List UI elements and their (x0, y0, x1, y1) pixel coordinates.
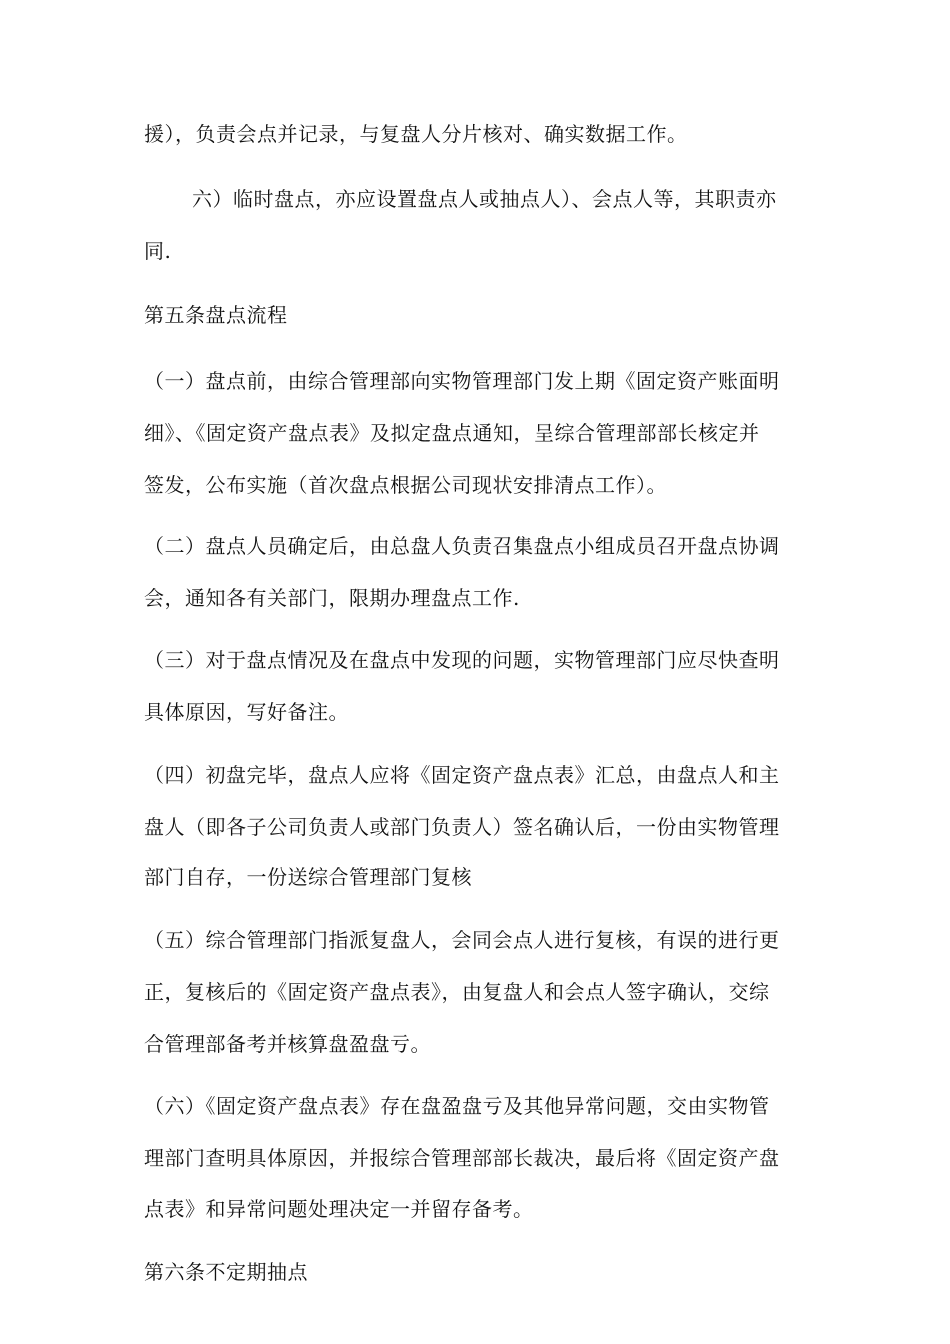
text-line: 理部门查明具体原因，并报综合管理部部长裁决，最后将《固定资产盘 (144, 1146, 780, 1170)
text-line: 会，通知各有关部门，限期办理盘点工作. (144, 586, 520, 610)
text-line: 细》、《固定资产盘点表》及拟定盘点通知，呈综合管理部部长核定并 (144, 421, 760, 445)
text-line: （一）盘点前，由综合管理部向实物管理部门发上期《固定资产账面明 (144, 369, 780, 393)
text-line: 盘人（即各子公司负责人或部门负责人）签名确认后，一份由实物管理 (144, 815, 780, 839)
text-line: （三）对于盘点情况及在盘点中发现的问题，实物管理部门应尽快查明 (144, 648, 780, 672)
text-line: （五）综合管理部门指派复盘人，会同会点人进行复核，有误的进行更 (144, 928, 780, 952)
text-line: （二）盘点人员确定后，由总盘人负责召集盘点小组成员召开盘点协调 (144, 534, 780, 558)
text-line: 六）临时盘点，亦应设置盘点人或抽点人）、会点人等，其职责亦 (192, 187, 777, 211)
text-line: 部门自存，一份送综合管理部门复核 (144, 865, 472, 889)
text-line: 具体原因，写好备注。 (144, 700, 349, 724)
text-line: 点表》和异常问题处理决定一并留存备考。 (144, 1197, 534, 1221)
text-line: 同. (144, 239, 172, 263)
text-line: （四）初盘完毕，盘点人应将《固定资产盘点表》汇总，由盘点人和主 (144, 763, 780, 787)
section-heading: 第六条不定期抽点 (144, 1260, 308, 1284)
text-line: 签发，公布实施（首次盘点根据公司现状安排清点工作）。 (144, 473, 667, 497)
text-line: （六）《固定资产盘点表》存在盘盈盘亏及其他异常问题，交由实物管 (144, 1094, 770, 1118)
text-line: 合管理部备考并核算盘盈盘亏。 (144, 1032, 431, 1056)
section-heading: 第五条盘点流程 (144, 303, 288, 327)
text-line: 援），负责会点并记录，与复盘人分片核对、确实数据工作。 (144, 122, 688, 146)
text-line: 正，复核后的《固定资产盘点表》，由复盘人和会点人签字确认，交综 (144, 980, 770, 1004)
